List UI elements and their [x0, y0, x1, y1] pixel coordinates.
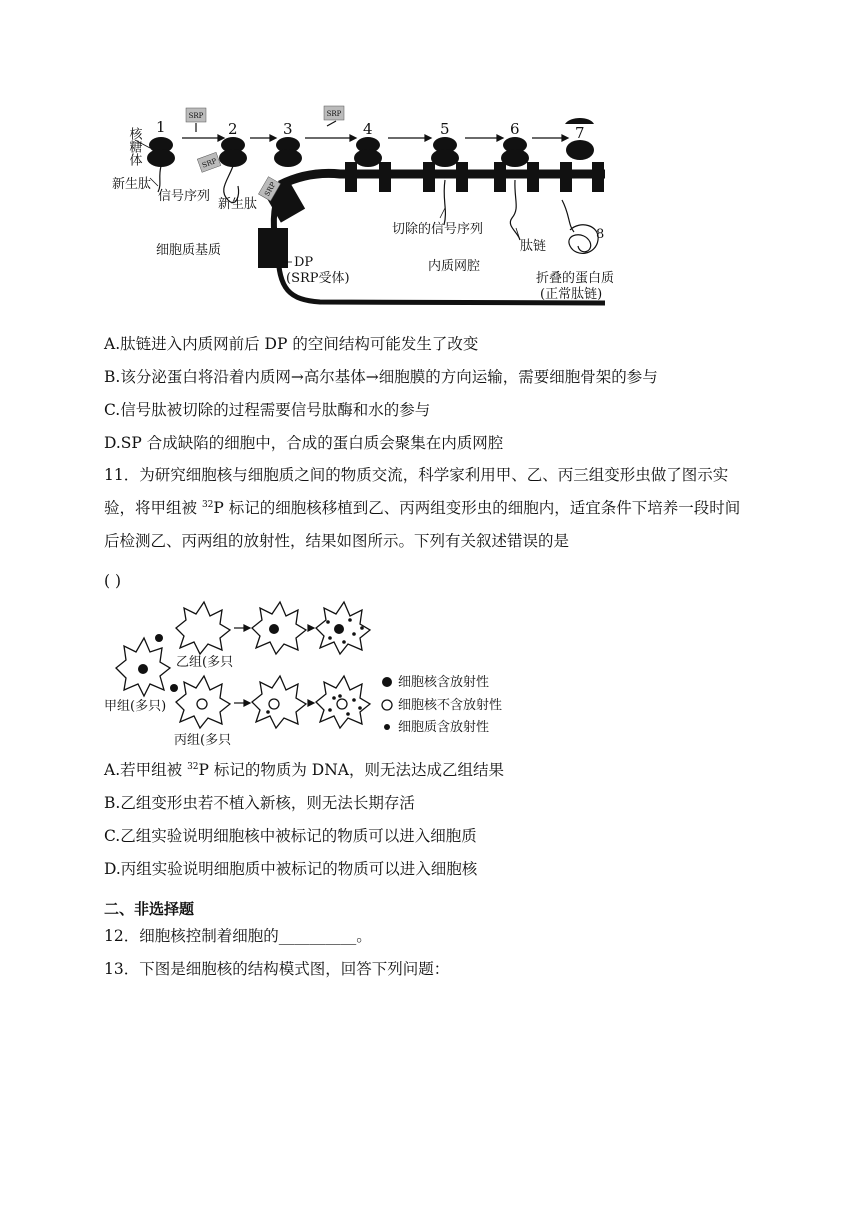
q11-answer-blank: ( )	[104, 572, 122, 590]
step-number-7: 7	[575, 124, 585, 142]
step-number-3: 3	[283, 120, 293, 138]
q11-option-a: A.若甲组被 $^{32}$P 标记的物质为 DNA，则无法达成乙组结果	[104, 761, 504, 779]
step-number-4: 4	[363, 120, 373, 138]
q11-option-d: D.丙组实验说明细胞质中被标记的物质可以进入细胞核	[104, 860, 478, 878]
label-group-jia: 甲组(多只)	[104, 699, 167, 714]
ribosome-label: 核糖体	[126, 127, 142, 166]
q10-option-a: A.肽链进入内质网前后 DP 的空间结构可能发生了改变	[104, 335, 479, 353]
ribosome-1	[147, 137, 175, 167]
q11-option-b: B.乙组变形虫若不植入新核，则无法长期存活	[104, 794, 415, 812]
svg-text:SRP: SRP	[201, 156, 218, 170]
section-heading: 二、非选择题	[104, 900, 195, 918]
svg-text:SRP: SRP	[263, 180, 278, 198]
label-cleaved-signal: 切除的信号序列	[392, 222, 484, 237]
ribosome-5	[431, 137, 459, 167]
label-group-yi: 乙组(多只	[176, 655, 234, 670]
label-peptide-chain: 肽链	[520, 239, 547, 254]
legend-marker-cytoplasm-radioactive	[384, 724, 390, 730]
label-new-peptide-1: 新生肽	[112, 177, 152, 192]
srp-pathway-figure	[100, 100, 620, 310]
amoeba-yi-2	[252, 602, 306, 654]
label-srp-receptor: (SRP受体)	[286, 271, 350, 286]
legend-marker-nucleus-not-radioactive	[382, 700, 392, 710]
srp-box-top-2	[324, 106, 344, 120]
step-number-2: 2	[228, 120, 238, 138]
q10-option-b: B.该分泌蛋白将沿着内质网→高尔基体→细胞膜的方向运输，需要细胞骨架的参与	[104, 368, 658, 386]
legend-nucleus-radioactive: 细胞核含放射性	[398, 675, 490, 690]
legend-cytoplasm-radioactive: 细胞质含放射性	[398, 720, 490, 735]
amoeba-yi-1	[176, 602, 230, 654]
step-number-6: 6	[510, 120, 520, 138]
label-group-bing: 丙组(多只	[174, 733, 232, 748]
label-dp: DP	[294, 255, 314, 270]
svg-text:SRP: SRP	[326, 110, 342, 118]
legend-marker-nucleus-radioactive	[382, 677, 392, 687]
q11-stem: 11．为研究细胞核与细胞质之间的物质交流，科学家利用甲、乙、丙三组变形虫做了图示实验，将甲组被 $^{32}$P 标记的细胞核移植到乙、丙两组变形虫的细胞内，适宜条件下培养一段时间后检测乙、丙两组的放射性，结果如图所示。下列有关叙述错误的是	[104, 466, 741, 550]
label-cytoplasm: 细胞质基质	[156, 243, 222, 258]
q10-option-c: C.信号肽被切除的过程需要信号肽酶和水的参与	[104, 401, 431, 419]
legend-nucleus-not-radioactive: 细胞核不含放射性	[398, 698, 503, 713]
label-signal-sequence: 信号序列	[158, 189, 211, 204]
label-normal-chain: (正常肽链)	[540, 287, 603, 302]
q12: 12．细胞核控制着细胞的__________。	[104, 927, 372, 945]
step-number-5: 5	[440, 120, 450, 138]
label-number-8: 8	[596, 227, 605, 242]
label-new-peptide-2: 新生肽	[218, 197, 258, 212]
ribosome-2	[219, 137, 247, 167]
step-number-1: 1	[156, 118, 166, 136]
label-er-lumen: 内质网腔	[428, 259, 481, 274]
svg-text:SRP: SRP	[188, 112, 204, 120]
q10-option-d: D.SP 合成缺陷的细胞中，合成的蛋白质会聚集在内质网腔	[104, 434, 504, 452]
q11-option-c: C.乙组实验说明细胞核中被标记的物质可以进入细胞质	[104, 827, 477, 845]
er-membrane-upper	[280, 173, 605, 185]
label-folded-protein: 折叠的蛋白质	[536, 271, 615, 286]
amoeba-experiment-figure	[104, 598, 524, 750]
srp-box-bound	[197, 152, 221, 172]
srp-box-top-1	[186, 108, 206, 122]
ribosome-3	[274, 137, 302, 167]
legend	[382, 674, 502, 735]
q13: 13．下图是细胞核的结构模式图，回答下列问题：	[104, 960, 450, 978]
ribosome-4	[354, 137, 382, 167]
